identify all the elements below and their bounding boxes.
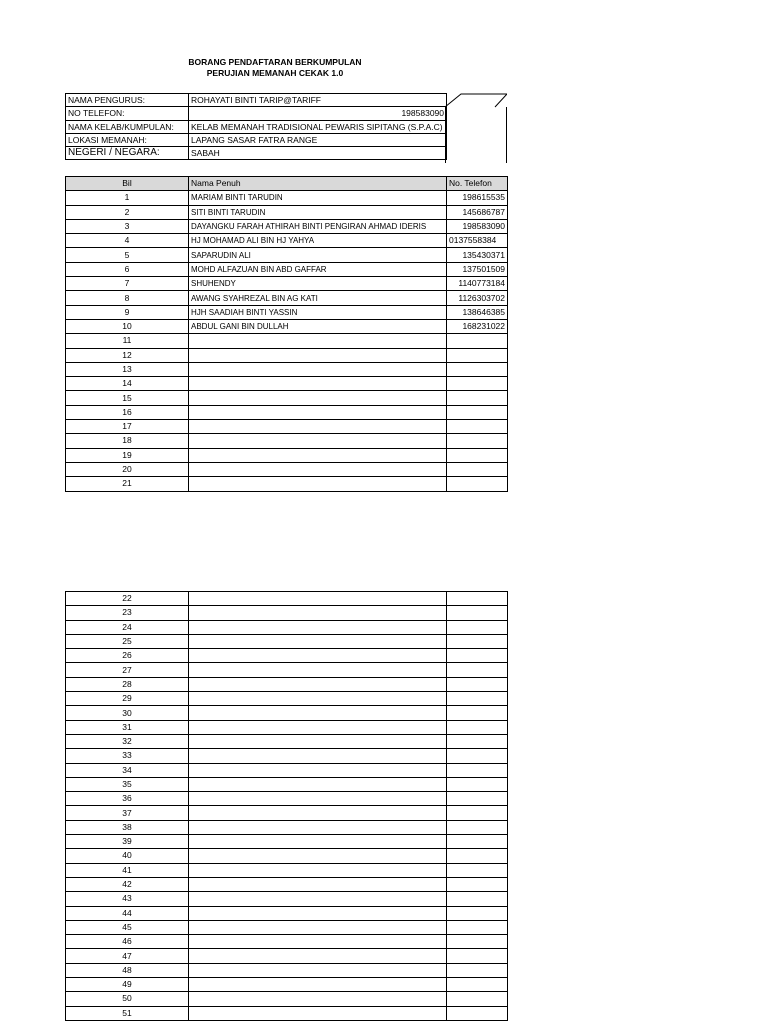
row-telefon <box>447 777 508 791</box>
row-nama: DAYANGKU FARAH ATHIRAH BINTI PENGIRAN AHMAD IDERIS <box>189 219 447 233</box>
row-nama <box>189 663 447 677</box>
info-row <box>66 133 447 146</box>
row-nama <box>189 806 447 820</box>
table-row <box>66 806 508 820</box>
table-row <box>66 606 508 620</box>
row-bil: 28 <box>66 677 189 691</box>
row-nama <box>189 391 447 405</box>
row-bil: 44 <box>66 906 189 920</box>
row-telefon: 145686787 <box>447 205 508 219</box>
row-bil: 15 <box>66 391 189 405</box>
participant-table-page2 <box>65 591 508 1021</box>
row-telefon: 168231022 <box>447 319 508 333</box>
row-nama <box>189 877 447 891</box>
row-telefon: 135430371 <box>447 248 508 262</box>
row-nama <box>189 649 447 663</box>
table-row <box>66 835 508 849</box>
row-telefon <box>447 420 508 434</box>
row-telefon <box>447 620 508 634</box>
row-telefon <box>447 706 508 720</box>
row-bil: 9 <box>66 305 189 319</box>
table-row <box>66 849 508 863</box>
row-nama <box>189 677 447 691</box>
info-label: NEGERI / NEGARA: <box>66 147 189 160</box>
row-bil: 34 <box>66 763 189 777</box>
row-telefon <box>447 749 508 763</box>
table-row <box>66 462 508 476</box>
row-bil: 37 <box>66 806 189 820</box>
row-telefon <box>447 606 508 620</box>
table-row <box>66 892 508 906</box>
row-telefon <box>447 477 508 491</box>
row-bil: 20 <box>66 462 189 476</box>
row-nama <box>189 706 447 720</box>
row-telefon <box>447 835 508 849</box>
row-nama <box>189 448 447 462</box>
info-row <box>66 107 447 120</box>
row-telefon: 137501509 <box>447 262 508 276</box>
row-telefon <box>447 663 508 677</box>
header-nama: Nama Penuh <box>189 177 447 191</box>
organizer-info-table <box>65 93 447 160</box>
row-nama <box>189 334 447 348</box>
row-telefon <box>447 448 508 462</box>
table-row <box>66 291 508 305</box>
row-nama <box>189 462 447 476</box>
row-bil: 46 <box>66 935 189 949</box>
photo-box <box>445 93 507 163</box>
row-nama <box>189 592 447 606</box>
table-row <box>66 234 508 248</box>
table-row <box>66 477 508 491</box>
row-nama <box>189 892 447 906</box>
table-row <box>66 205 508 219</box>
row-telefon <box>447 892 508 906</box>
row-bil: 4 <box>66 234 189 248</box>
row-nama <box>189 606 447 620</box>
table-row <box>66 935 508 949</box>
row-bil: 43 <box>66 892 189 906</box>
row-nama <box>189 906 447 920</box>
table-row <box>66 305 508 319</box>
row-telefon <box>447 820 508 834</box>
table-row <box>66 262 508 276</box>
row-telefon <box>447 935 508 949</box>
row-nama <box>189 620 447 634</box>
row-bil: 30 <box>66 706 189 720</box>
table-row <box>66 391 508 405</box>
info-row <box>66 147 447 160</box>
row-telefon <box>447 391 508 405</box>
row-bil: 32 <box>66 734 189 748</box>
table-row <box>66 792 508 806</box>
table-row <box>66 963 508 977</box>
table-row <box>66 592 508 606</box>
row-telefon <box>447 863 508 877</box>
table-row <box>66 706 508 720</box>
row-nama <box>189 420 447 434</box>
row-nama <box>189 963 447 977</box>
info-value: SABAH <box>189 147 447 160</box>
row-bil: 3 <box>66 219 189 233</box>
row-telefon: 1126303702 <box>447 291 508 305</box>
row-bil: 17 <box>66 420 189 434</box>
row-bil: 1 <box>66 191 189 205</box>
row-telefon <box>447 1006 508 1020</box>
table-row <box>66 677 508 691</box>
row-nama: SHUHENDY <box>189 277 447 291</box>
row-bil: 2 <box>66 205 189 219</box>
row-nama <box>189 1006 447 1020</box>
row-bil: 31 <box>66 720 189 734</box>
row-telefon <box>447 906 508 920</box>
row-telefon <box>447 734 508 748</box>
row-nama <box>189 405 447 419</box>
row-bil: 14 <box>66 377 189 391</box>
info-label: NAMA PENGURUS: <box>66 94 189 107</box>
row-nama <box>189 377 447 391</box>
table-row <box>66 405 508 419</box>
table-row <box>66 820 508 834</box>
table-row <box>66 949 508 963</box>
row-bil: 50 <box>66 992 189 1006</box>
table-row <box>66 448 508 462</box>
table-row <box>66 277 508 291</box>
form-title-line1: BORANG PENDAFTARAN BERKUMPULAN <box>188 57 362 67</box>
row-nama <box>189 863 447 877</box>
row-bil: 51 <box>66 1006 189 1020</box>
row-nama <box>189 763 447 777</box>
table-row <box>66 191 508 205</box>
table-row <box>66 362 508 376</box>
row-bil: 49 <box>66 978 189 992</box>
row-nama: HJ MOHAMAD ALI BIN HJ YAHYA <box>189 234 447 248</box>
row-telefon: 198583090 <box>447 219 508 233</box>
row-telefon <box>447 334 508 348</box>
row-nama <box>189 835 447 849</box>
table-row <box>66 434 508 448</box>
row-telefon <box>447 649 508 663</box>
row-nama <box>189 434 447 448</box>
row-bil: 6 <box>66 262 189 276</box>
row-bil: 13 <box>66 362 189 376</box>
row-bil: 26 <box>66 649 189 663</box>
row-nama <box>189 820 447 834</box>
form-title-line2: PERUJIAN MEMANAH CEKAK 1.0 <box>206 68 344 78</box>
row-bil: 41 <box>66 863 189 877</box>
row-nama: MARIAM BINTI TARUDIN <box>189 191 447 205</box>
row-telefon <box>447 963 508 977</box>
header-telefon: No. Telefon <box>447 177 508 191</box>
row-nama <box>189 348 447 362</box>
row-bil: 35 <box>66 777 189 791</box>
table-row <box>66 634 508 648</box>
table-row <box>66 319 508 333</box>
table-header-row <box>66 177 508 191</box>
info-label: LOKASI MEMANAH: <box>66 133 189 146</box>
table-row <box>66 1006 508 1020</box>
row-telefon <box>447 763 508 777</box>
table-row <box>66 978 508 992</box>
table-row <box>66 334 508 348</box>
row-telefon <box>447 434 508 448</box>
row-telefon <box>447 377 508 391</box>
table-row <box>66 720 508 734</box>
row-bil: 42 <box>66 877 189 891</box>
table-row <box>66 348 508 362</box>
table-row <box>66 777 508 791</box>
row-bil: 12 <box>66 348 189 362</box>
row-bil: 38 <box>66 820 189 834</box>
row-telefon <box>447 692 508 706</box>
row-bil: 27 <box>66 663 189 677</box>
row-nama <box>189 634 447 648</box>
row-nama <box>189 734 447 748</box>
participant-table-page1 <box>65 176 508 492</box>
table-row <box>66 863 508 877</box>
row-nama <box>189 792 447 806</box>
row-telefon <box>447 405 508 419</box>
row-telefon: 198615535 <box>447 191 508 205</box>
row-bil: 47 <box>66 949 189 963</box>
table-row <box>66 906 508 920</box>
row-nama <box>189 949 447 963</box>
row-nama <box>189 777 447 791</box>
row-telefon <box>447 949 508 963</box>
row-nama: SAPARUDIN ALI <box>189 248 447 262</box>
table-row <box>66 620 508 634</box>
row-bil: 36 <box>66 792 189 806</box>
table-row <box>66 763 508 777</box>
row-nama <box>189 692 447 706</box>
row-nama: HJH SAADIAH BINTI YASSIN <box>189 305 447 319</box>
row-telefon <box>447 920 508 934</box>
row-telefon <box>447 720 508 734</box>
row-telefon <box>447 634 508 648</box>
row-telefon <box>447 362 508 376</box>
row-bil: 11 <box>66 334 189 348</box>
row-telefon: 0137558384 <box>447 234 508 248</box>
table-row <box>66 219 508 233</box>
info-row <box>66 94 447 107</box>
row-bil: 40 <box>66 849 189 863</box>
row-telefon <box>447 348 508 362</box>
info-value: LAPANG SASAR FATRA RANGE <box>189 133 447 146</box>
row-bil: 24 <box>66 620 189 634</box>
row-bil: 8 <box>66 291 189 305</box>
row-bil: 16 <box>66 405 189 419</box>
row-bil: 48 <box>66 963 189 977</box>
row-bil: 25 <box>66 634 189 648</box>
row-bil: 19 <box>66 448 189 462</box>
row-nama <box>189 720 447 734</box>
row-telefon <box>447 806 508 820</box>
info-label: NAMA KELAB/KUMPULAN: <box>66 120 189 133</box>
row-telefon <box>447 792 508 806</box>
info-value: 198583090 <box>189 107 447 120</box>
table-row <box>66 734 508 748</box>
row-bil: 18 <box>66 434 189 448</box>
row-nama <box>189 749 447 763</box>
row-nama: SITI BINTI TARUDIN <box>189 205 447 219</box>
row-bil: 45 <box>66 920 189 934</box>
info-row <box>66 120 447 133</box>
table-row <box>66 920 508 934</box>
info-label: NO TELEFON: <box>66 107 189 120</box>
row-bil: 7 <box>66 277 189 291</box>
row-nama <box>189 477 447 491</box>
row-nama <box>189 849 447 863</box>
table-row <box>66 248 508 262</box>
row-nama <box>189 935 447 949</box>
row-bil: 10 <box>66 319 189 333</box>
row-nama <box>189 992 447 1006</box>
row-bil: 39 <box>66 835 189 849</box>
info-value: ROHAYATI BINTI TARIP@TARIFF <box>189 94 447 107</box>
row-nama <box>189 978 447 992</box>
row-nama: MOHD ALFAZUAN BIN ABD GAFFAR <box>189 262 447 276</box>
row-telefon <box>447 462 508 476</box>
table-row <box>66 877 508 891</box>
row-telefon: 138646385 <box>447 305 508 319</box>
header-bil: Bil <box>66 177 189 191</box>
row-nama: ABDUL GANI BIN DULLAH <box>189 319 447 333</box>
table-row <box>66 420 508 434</box>
row-nama <box>189 362 447 376</box>
row-telefon: 1140773184 <box>447 277 508 291</box>
table-row <box>66 692 508 706</box>
table-row <box>66 992 508 1006</box>
row-nama: AWANG SYAHREZAL BIN AG KATI <box>189 291 447 305</box>
row-bil: 33 <box>66 749 189 763</box>
row-telefon <box>447 978 508 992</box>
row-telefon <box>447 677 508 691</box>
row-telefon <box>447 849 508 863</box>
table-row <box>66 663 508 677</box>
row-bil: 23 <box>66 606 189 620</box>
row-bil: 5 <box>66 248 189 262</box>
row-telefon <box>447 592 508 606</box>
info-value: KELAB MEMANAH TRADISIONAL PEWARIS SIPITANG (S.P.A.C) <box>189 120 447 133</box>
row-telefon <box>447 992 508 1006</box>
table-row <box>66 377 508 391</box>
row-telefon <box>447 877 508 891</box>
row-bil: 29 <box>66 692 189 706</box>
table-row <box>66 749 508 763</box>
row-bil: 21 <box>66 477 189 491</box>
form-title <box>160 57 390 79</box>
row-bil: 22 <box>66 592 189 606</box>
table-row <box>66 649 508 663</box>
row-nama <box>189 920 447 934</box>
